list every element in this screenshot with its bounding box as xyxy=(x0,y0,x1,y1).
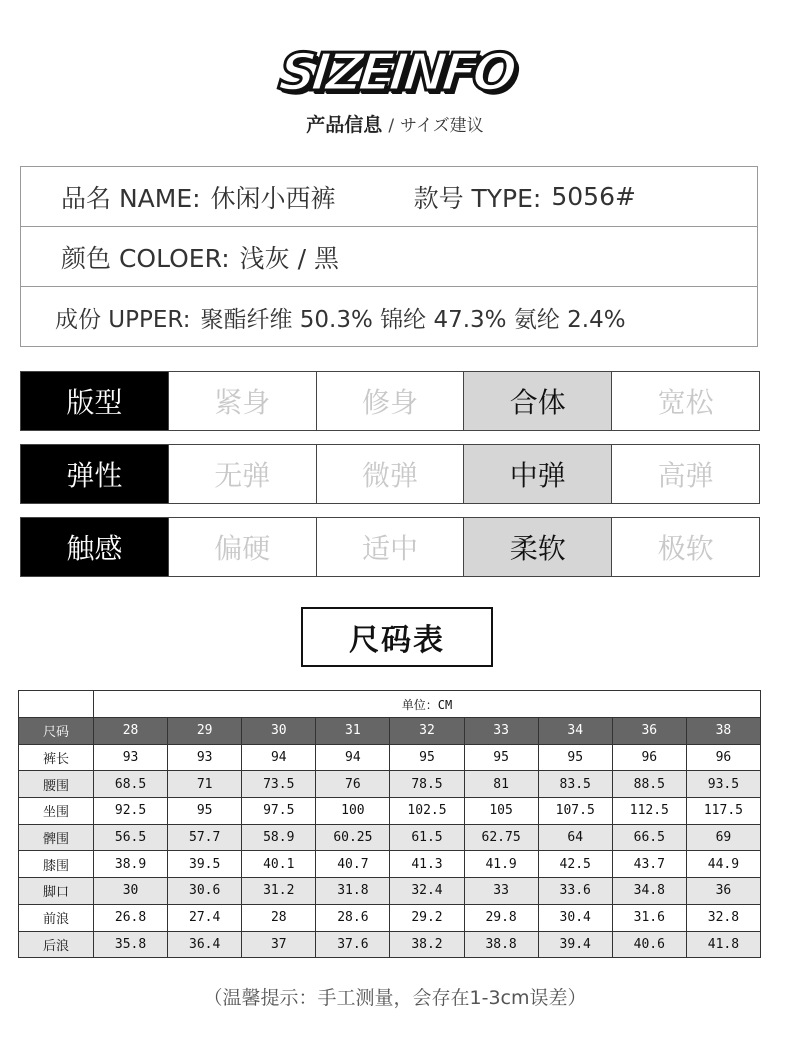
size-cell: 93 xyxy=(94,744,168,771)
size-cell: 93.5 xyxy=(686,771,760,798)
size-cell: 36 xyxy=(686,878,760,905)
size-cell: 40.7 xyxy=(316,851,390,878)
size-cell: 28.6 xyxy=(316,904,390,931)
size-header-cell: 31 xyxy=(316,718,390,745)
size-cell: 33.6 xyxy=(538,878,612,905)
size-cell: 41.3 xyxy=(390,851,464,878)
size-cell: 64 xyxy=(538,824,612,851)
product-info-box xyxy=(20,166,758,347)
attribute-option-selected: 柔软 xyxy=(463,518,611,576)
size-cell: 73.5 xyxy=(242,771,316,798)
size-cell: 29.8 xyxy=(464,904,538,931)
size-cell: 100 xyxy=(316,798,390,825)
size-cell: 38.8 xyxy=(464,931,538,958)
size-row xyxy=(19,878,761,905)
name-value: 休闲小西裤 xyxy=(210,183,336,213)
size-cell: 94 xyxy=(242,744,316,771)
size-row-label: 裤长 xyxy=(19,744,94,771)
size-cell: 31.8 xyxy=(316,878,390,905)
size-cell: 38.9 xyxy=(94,851,168,878)
size-cell: 95 xyxy=(464,744,538,771)
size-cell: 94 xyxy=(316,744,390,771)
size-cell: 31.2 xyxy=(242,878,316,905)
composition-value: 聚酯纤维 50.3% 锦纶 47.3% 氨纶 2.4% xyxy=(200,306,626,333)
size-cell: 107.5 xyxy=(538,798,612,825)
size-cell: 44.9 xyxy=(686,851,760,878)
size-cell: 31.6 xyxy=(612,904,686,931)
size-cell: 92.5 xyxy=(94,798,168,825)
size-row-label: 膝围 xyxy=(19,851,94,878)
size-cell: 43.7 xyxy=(612,851,686,878)
size-cell: 32.4 xyxy=(390,878,464,905)
attribute-row-touch xyxy=(20,517,760,577)
size-cell: 68.5 xyxy=(94,771,168,798)
size-cell: 93 xyxy=(168,744,242,771)
size-cell: 88.5 xyxy=(612,771,686,798)
attribute-option: 微弹 xyxy=(316,445,464,503)
attribute-option-selected: 中弹 xyxy=(463,445,611,503)
attribute-option: 极软 xyxy=(611,518,759,576)
size-cell: 95 xyxy=(390,744,464,771)
size-cell: 38.2 xyxy=(390,931,464,958)
size-row-label: 坐围 xyxy=(19,798,94,825)
size-cell: 81 xyxy=(464,771,538,798)
header-subtitle xyxy=(0,110,790,137)
size-cell: 41.9 xyxy=(464,851,538,878)
size-row xyxy=(19,771,761,798)
size-cell: 28 xyxy=(242,904,316,931)
size-cell: 58.9 xyxy=(242,824,316,851)
size-cell: 41.8 xyxy=(686,931,760,958)
size-cell: 95 xyxy=(538,744,612,771)
attribute-label: 版型 xyxy=(21,372,168,430)
size-cell: 117.5 xyxy=(686,798,760,825)
size-header-cell: 34 xyxy=(538,718,612,745)
size-header-cell: 36 xyxy=(612,718,686,745)
size-cell: 37 xyxy=(242,931,316,958)
size-cell: 76 xyxy=(316,771,390,798)
size-header-cell: 33 xyxy=(464,718,538,745)
size-header-row xyxy=(19,718,761,745)
type-value: 5056# xyxy=(551,182,636,211)
size-cell: 96 xyxy=(612,744,686,771)
size-cell: 42.5 xyxy=(538,851,612,878)
subtitle-cn: 产品信息 xyxy=(306,114,383,136)
size-header-cell: 32 xyxy=(390,718,464,745)
attribute-label: 弹性 xyxy=(21,445,168,503)
attribute-option: 偏硬 xyxy=(168,518,316,576)
subtitle-jp: サイズ建议 xyxy=(400,116,484,136)
size-row xyxy=(19,824,761,851)
color-label: 颜色 COLOER: xyxy=(61,243,230,273)
size-row-label: 腰围 xyxy=(19,771,94,798)
size-cell: 29.2 xyxy=(390,904,464,931)
size-cell: 66.5 xyxy=(612,824,686,851)
info-row-composition xyxy=(21,287,757,347)
size-cell: 39.4 xyxy=(538,931,612,958)
attribute-option-selected: 合体 xyxy=(463,372,611,430)
attribute-option: 高弹 xyxy=(611,445,759,503)
size-row xyxy=(19,744,761,771)
size-cell: 57.7 xyxy=(168,824,242,851)
size-cell: 34.8 xyxy=(612,878,686,905)
size-info-logo xyxy=(0,40,790,106)
size-row-label: 脚口 xyxy=(19,878,94,905)
info-row-name-type xyxy=(21,167,757,227)
size-cell: 33 xyxy=(464,878,538,905)
attribute-option: 紧身 xyxy=(168,372,316,430)
attribute-row-fit xyxy=(20,371,760,431)
attribute-option: 适中 xyxy=(316,518,464,576)
size-chart-table xyxy=(18,690,761,958)
size-row-label: 髀围 xyxy=(19,824,94,851)
size-row-label: 后浪 xyxy=(19,931,94,958)
size-cell: 30 xyxy=(94,878,168,905)
size-row xyxy=(19,798,761,825)
unit-label: 单位：CM xyxy=(94,691,761,718)
size-cell: 30.4 xyxy=(538,904,612,931)
size-cell: 30.6 xyxy=(168,878,242,905)
size-cell: 102.5 xyxy=(390,798,464,825)
attribute-row-elasticity xyxy=(20,444,760,504)
size-cell: 71 xyxy=(168,771,242,798)
size-header-cell: 28 xyxy=(94,718,168,745)
size-cell: 36.4 xyxy=(168,931,242,958)
size-cell: 61.5 xyxy=(390,824,464,851)
size-cell: 78.5 xyxy=(390,771,464,798)
unit-row xyxy=(19,691,761,718)
size-cell: 60.25 xyxy=(316,824,390,851)
size-cell: 83.5 xyxy=(538,771,612,798)
size-cell: 32.8 xyxy=(686,904,760,931)
size-cell: 40.6 xyxy=(612,931,686,958)
composition-label: 成份 UPPER: xyxy=(55,306,191,333)
size-cell: 56.5 xyxy=(94,824,168,851)
subtitle-separator: / xyxy=(388,116,395,136)
type-label: 款号 TYPE: xyxy=(413,183,542,213)
color-value: 浅灰 / 黑 xyxy=(239,243,339,273)
size-header-cell: 29 xyxy=(168,718,242,745)
size-chart-title: 尺码表 xyxy=(301,607,493,667)
size-cell: 40.1 xyxy=(242,851,316,878)
size-header-cell: 30 xyxy=(242,718,316,745)
attribute-option: 修身 xyxy=(316,372,464,430)
size-cell: 95 xyxy=(168,798,242,825)
attribute-option: 无弹 xyxy=(168,445,316,503)
size-cell: 96 xyxy=(686,744,760,771)
size-cell: 26.8 xyxy=(94,904,168,931)
logo-text: SIZEINFO xyxy=(275,43,515,103)
size-cell: 105 xyxy=(464,798,538,825)
size-row xyxy=(19,904,761,931)
size-cell: 39.5 xyxy=(168,851,242,878)
size-cell: 62.75 xyxy=(464,824,538,851)
attribute-option: 宽松 xyxy=(611,372,759,430)
name-label: 品名 NAME: xyxy=(61,183,201,213)
size-cell: 35.8 xyxy=(94,931,168,958)
footer-note: （温馨提示：手工测量，会存在1-3cm误差） xyxy=(203,987,587,1009)
attribute-label: 触感 xyxy=(21,518,168,576)
size-cell: 37.6 xyxy=(316,931,390,958)
size-cell: 97.5 xyxy=(242,798,316,825)
info-row-color xyxy=(21,227,757,287)
blank-cell xyxy=(19,691,94,718)
size-row xyxy=(19,851,761,878)
size-row xyxy=(19,931,761,958)
size-cell: 69 xyxy=(686,824,760,851)
size-cell: 27.4 xyxy=(168,904,242,931)
size-row-label: 前浪 xyxy=(19,904,94,931)
size-cell: 112.5 xyxy=(612,798,686,825)
size-header-label: 尺码 xyxy=(19,718,94,745)
size-header-cell: 38 xyxy=(686,718,760,745)
